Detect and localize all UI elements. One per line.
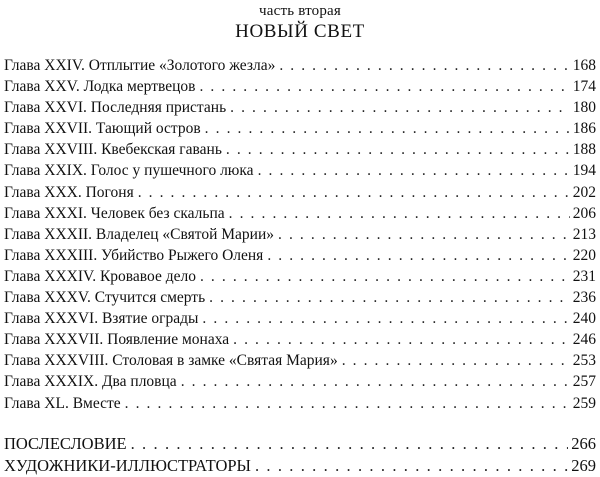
chapter-list [4, 55, 596, 414]
toc-entry-page: 236 [572, 289, 596, 307]
toc-entry[interactable] [4, 139, 596, 160]
toc-entry-title: Глава XXXII. Владелец «Святой Марии» [4, 225, 275, 243]
toc-entry[interactable] [4, 203, 596, 224]
toc-entry[interactable] [4, 160, 596, 181]
dot-leader [125, 393, 570, 414]
dot-leader [200, 266, 570, 287]
toc-entry-page: 194 [572, 162, 596, 180]
toc-entry-afterword[interactable] [4, 433, 596, 455]
toc-entry[interactable] [4, 308, 596, 329]
toc-entry[interactable] [4, 182, 596, 203]
toc-entry-title: Глава XXVI. Последняя пристань [4, 99, 227, 117]
toc-entry-page: 168 [572, 57, 596, 74]
dot-leader [229, 203, 570, 224]
toc-entry-page: 240 [572, 310, 596, 328]
back-matter-list [4, 433, 596, 477]
toc-entry-title: Глава XL. Вместе [4, 394, 121, 412]
toc-entry-title: Глава XXX. Погоня [4, 183, 134, 201]
toc-entry-title: Глава XXV. Лодка мертвецов [4, 78, 196, 96]
toc-entry-page: 180 [572, 99, 596, 117]
toc-entry[interactable] [4, 55, 596, 76]
dot-leader [205, 118, 570, 139]
toc-entry-title: Глава XXXVIII. Столовая в замке «Святая Мария» [4, 352, 338, 370]
toc-entry-page: 206 [572, 204, 596, 222]
dot-leader [138, 182, 570, 203]
dot-leader [258, 160, 570, 181]
toc-entry[interactable] [4, 393, 596, 414]
toc-entry-page: 213 [572, 225, 596, 243]
dot-leader [209, 287, 570, 308]
toc-entry[interactable] [4, 329, 596, 350]
dot-leader [255, 455, 568, 477]
toc-entry-page: 174 [572, 78, 596, 96]
dot-leader [342, 350, 570, 371]
part-label: часть вторая [258, 3, 342, 19]
toc-entry-title: Глава XXIV. Отплытие «Золотого жезла» [4, 57, 276, 74]
toc-entry-title: Глава XXXIV. Кровавое дело [4, 267, 196, 285]
toc-entry[interactable] [4, 371, 596, 392]
toc-entry-title: Глава XXXI. Человек без скальпа [4, 204, 225, 222]
toc-entry[interactable] [4, 224, 596, 245]
toc-entry-title: ПОСЛЕСЛОВИЕ [4, 434, 127, 453]
dot-leader [202, 308, 569, 329]
dot-leader [226, 139, 570, 160]
toc-entry[interactable] [4, 266, 596, 287]
toc-entry[interactable] [4, 76, 596, 97]
toc-entry-page: 269 [571, 456, 596, 475]
dot-leader [278, 224, 570, 245]
toc-entry-page: 257 [572, 373, 596, 391]
toc-entry[interactable] [4, 350, 596, 371]
dot-leader [181, 371, 570, 392]
dot-leader [267, 245, 569, 266]
toc-entry[interactable] [4, 118, 596, 139]
toc-entry-page: 220 [572, 246, 596, 264]
toc-entry-page: 266 [571, 434, 596, 453]
toc-entry[interactable] [4, 245, 596, 266]
toc-entry[interactable] [4, 97, 596, 118]
toc-entry-title: ХУДОЖНИКИ-ИЛЛЮСТРАТОРЫ [4, 456, 251, 475]
toc-entry-title: Глава XXXV. Стучится смерть [4, 289, 206, 307]
toc-entry-page: 188 [572, 141, 596, 159]
dot-leader [279, 55, 569, 76]
toc-entry-illustrators[interactable] [4, 455, 596, 477]
dot-leader [233, 329, 570, 350]
toc-entry-page: 231 [572, 267, 596, 285]
toc-entry-title: Глава XXXVII. Появление монаха [4, 331, 230, 349]
dot-leader [230, 97, 570, 118]
toc-entry-title: Глава XXVIII. Квебекская гавань [4, 141, 222, 159]
toc-entry-title: Глава XXVII. Тающий остров [4, 120, 201, 138]
toc-entry-page: 202 [572, 183, 596, 201]
toc-entry-page: 253 [572, 352, 596, 370]
part-title: НОВЫЙ СВЕТ [235, 21, 365, 42]
dot-leader [131, 433, 569, 455]
toc-entry[interactable] [4, 287, 596, 308]
toc-entry-title: Глава XXXIX. Два пловца [4, 373, 177, 391]
dot-leader [199, 76, 569, 97]
toc-entry-title: Глава XXXVI. Взятие ограды [4, 310, 199, 328]
toc-entry-title: Глава XXIX. Голос у пушечного люка [4, 162, 254, 180]
toc-entry-title: Глава XXXIII. Убийство Рыжего Оленя [4, 246, 264, 264]
toc-entry-page: 186 [572, 120, 596, 138]
toc-entry-page: 246 [572, 331, 596, 349]
toc-entry-page: 259 [572, 394, 596, 412]
